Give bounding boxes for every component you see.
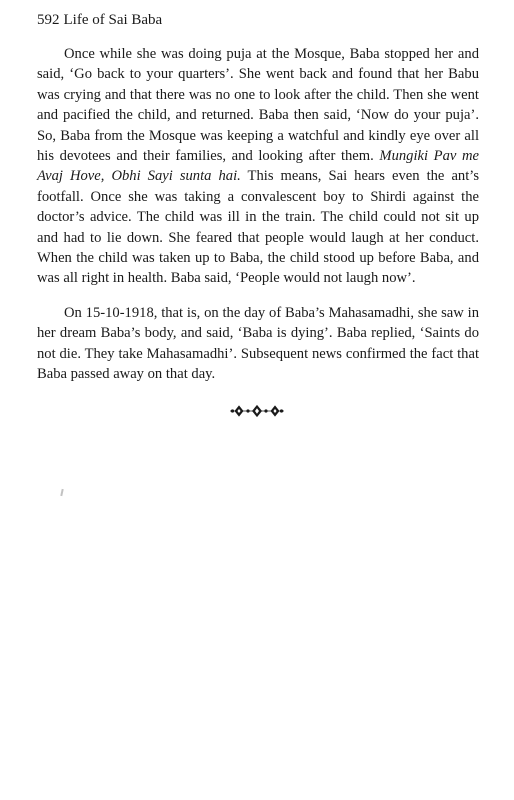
- paragraph-1-italic-phrase: Mungiki Pav me Avaj Hove, Obhi Sayi sunta hai.: [37, 148, 479, 185]
- scan-speck: [60, 489, 63, 496]
- paragraph-1: [37, 44, 479, 289]
- running-head: [37, 10, 162, 30]
- page-number: 592: [37, 12, 60, 28]
- paragraph-1-text-a: Once while she was doing puja at the Mosque, Baba stopped her and said, ‘Go back to your quarters’. She went back and found that her Babu was crying and that there was no one to look after the child. Then she went and pacified the child, and returned. Baba then said, ‘Now do your puja’. So, Baba from the Mosque was keeping a watchful and kindly eye over all his devotees and their families, and looking after them.: [37, 46, 479, 165]
- three-diamond-fleuron-icon: [229, 404, 285, 418]
- paragraph-1-text-b: This means, Sai hears even the ant’s footfall. Once she was taking a convalescent boy to Shirdi against the doctor’s advice. The child was ill in the train. The child could not sit up and had to lie down. She feared that people would laugh at her conduct. When the child was taken up to Baba, the child stood up before Baba, and was all right in health. Baba said, ‘People would not laugh now’.: [37, 168, 480, 287]
- running-title: Life of Sai Baba: [63, 12, 163, 28]
- paragraph-2: On 15-10-1918, that is, on the day of Baba’s Mahasamadhi, she saw in her dream Baba’s body, and said, ‘Baba is dying’. Baba replied, ‘Saints do not die. They take Mahasamadhi’. Subsequent news confirmed the fact that Baba passed away on that day.: [37, 304, 479, 383]
- body-text: [37, 44, 479, 385]
